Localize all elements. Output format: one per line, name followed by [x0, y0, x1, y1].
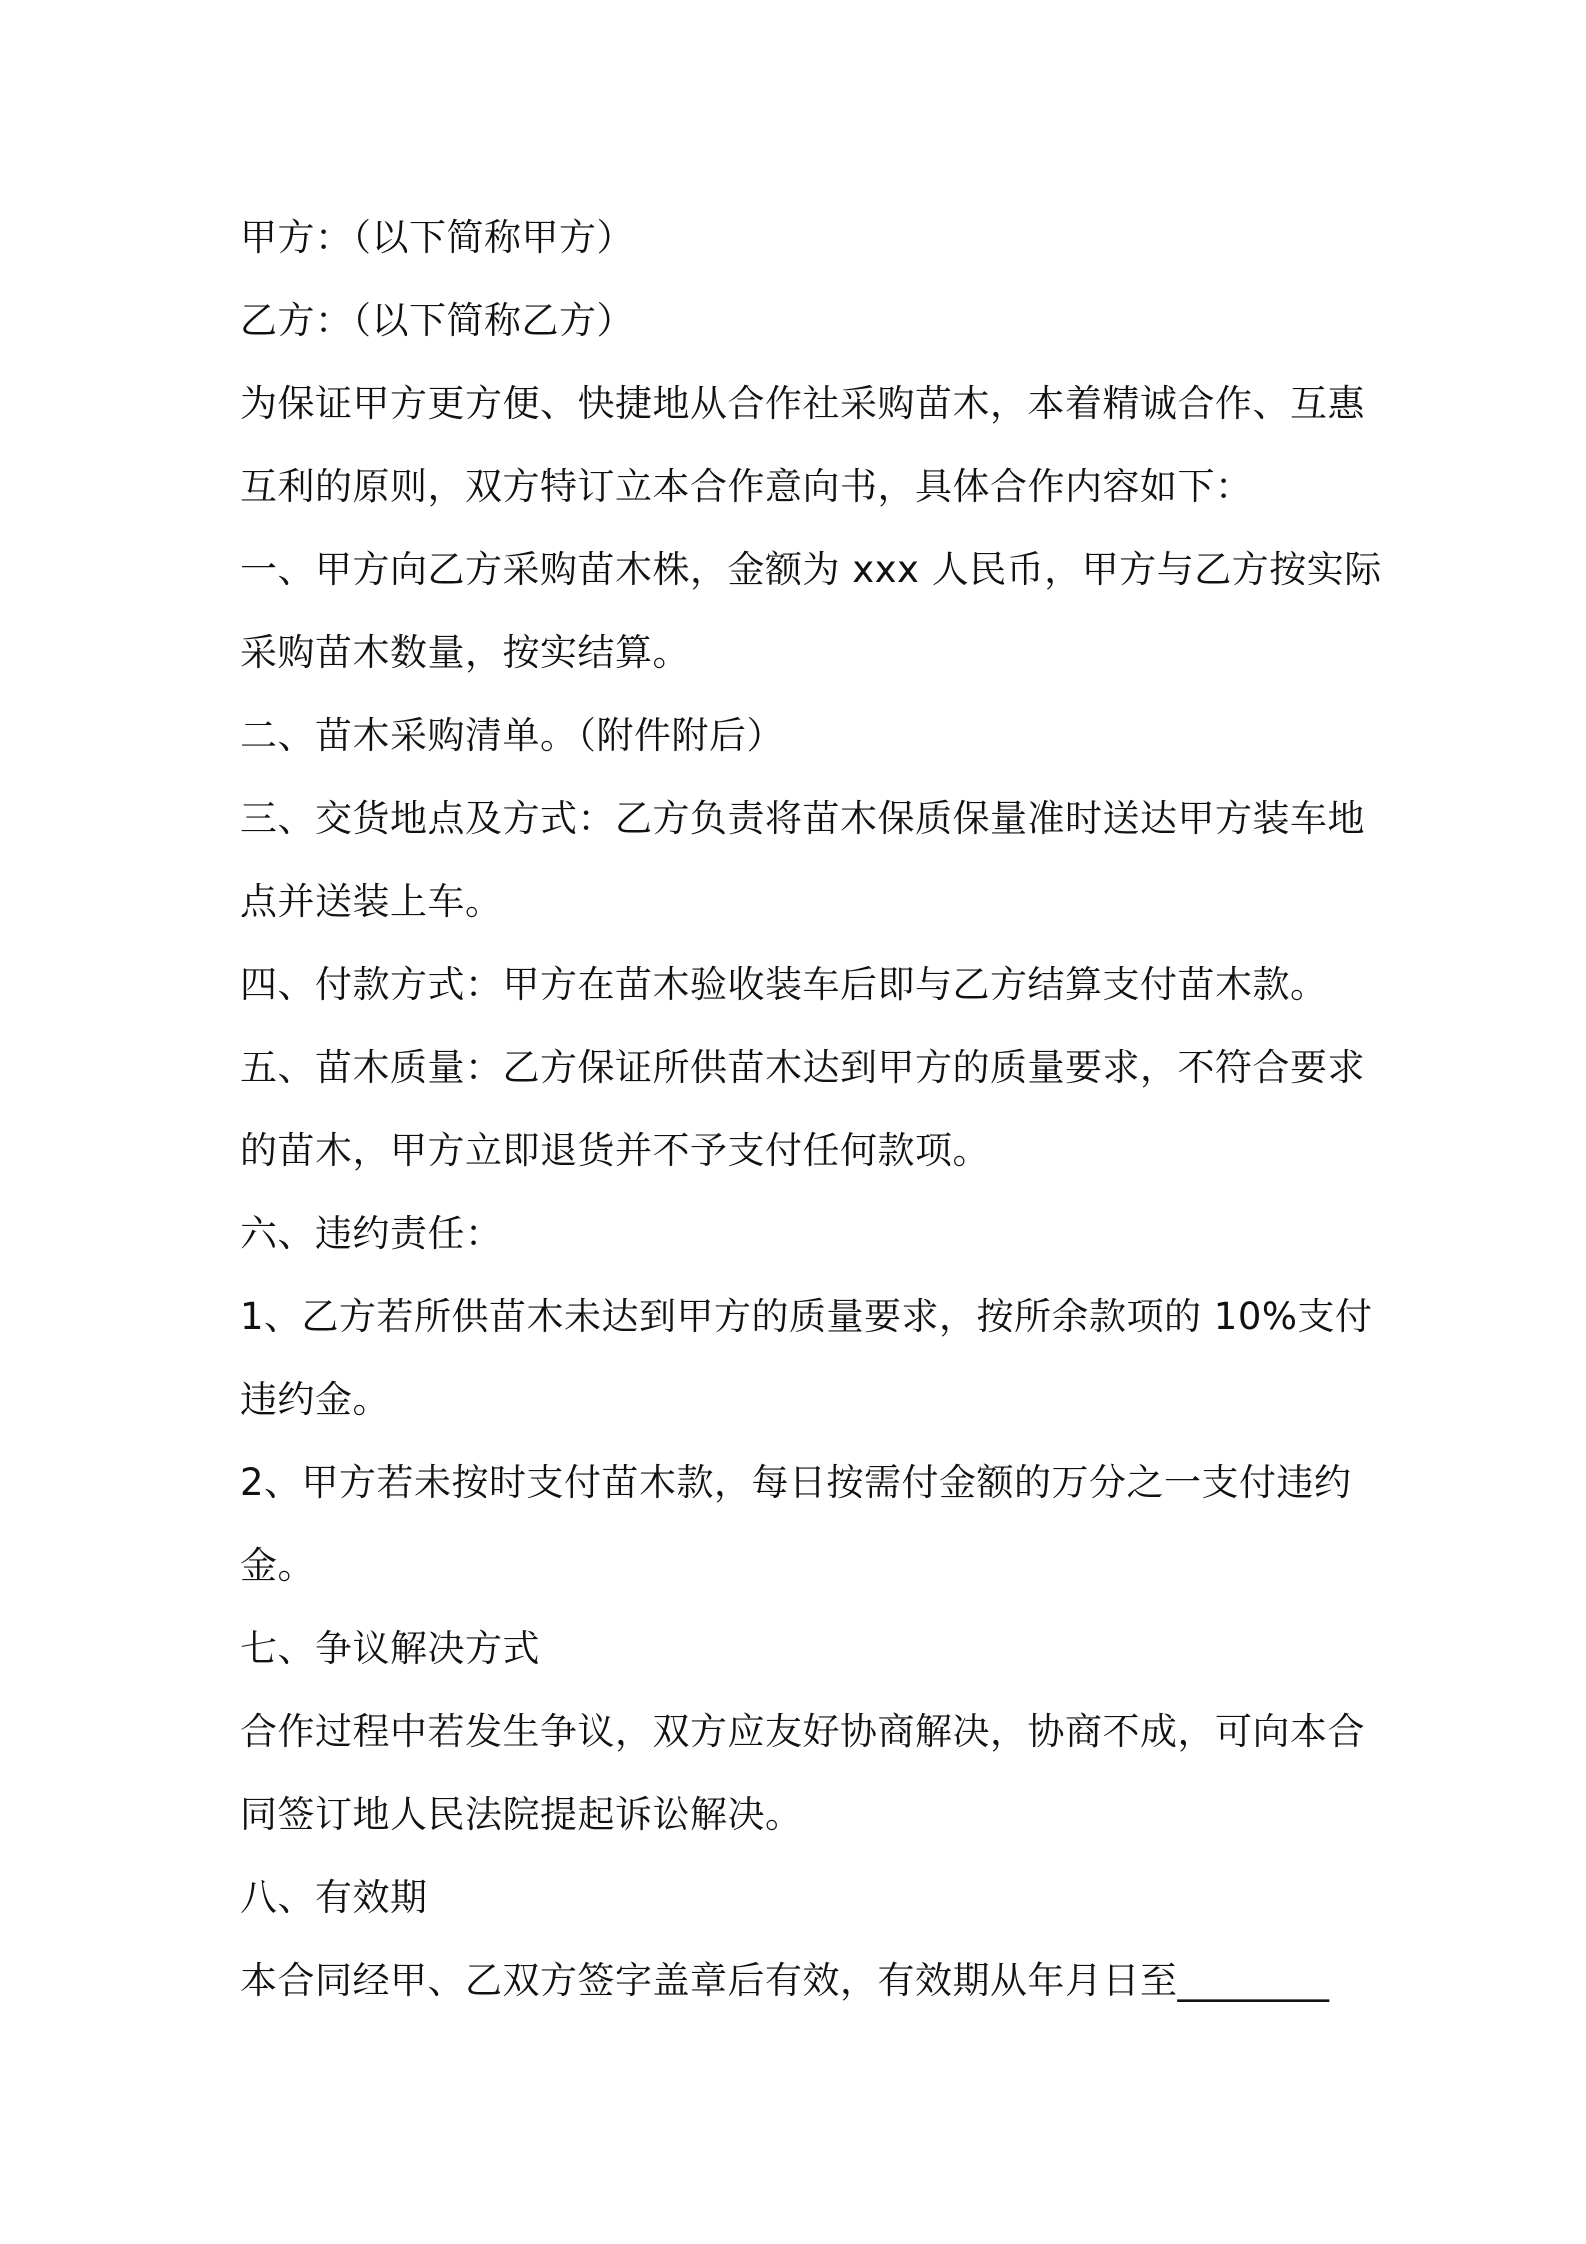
party-b-line: 乙方：（以下简称乙方） — [240, 299, 634, 342]
clause-6-item-2-line-1: 2、甲方若未按时支付苗木款，每日按需付金额的万分之一支付违约 — [240, 1461, 1352, 1504]
clause-1-line-1: 一、甲方向乙方采购苗木株，金额为 xxx 人民币，甲方与乙方按实际 — [240, 548, 1382, 591]
clause-6-heading: 六、违约责任： — [240, 1212, 503, 1255]
intro-line-1: 为保证甲方更方便、快捷地从合作社采购苗木，本着精诚合作、互惠 — [240, 382, 1365, 425]
party-a-line: 甲方：（以下简称甲方） — [240, 216, 634, 259]
clause-4-line: 四、付款方式：甲方在苗木验收装车后即与乙方结算支付苗木款。 — [240, 963, 1328, 1006]
clause-5-line-2: 的苗木，甲方立即退货并不予支付任何款项。 — [240, 1129, 990, 1172]
clause-6-item-1-line-2: 违约金。 — [240, 1378, 390, 1421]
clause-6-item-1-line-1: 1、乙方若所供苗木未达到甲方的质量要求，按所余款项的 10%支付 — [240, 1295, 1373, 1338]
clause-3-line-2: 点并送装上车。 — [240, 880, 503, 923]
clause-1-line-2: 采购苗木数量，按实结算。 — [240, 631, 690, 674]
clause-5-line-1: 五、苗木质量：乙方保证所供苗木达到甲方的质量要求，不符合要求 — [240, 1046, 1365, 1089]
clause-7-line-2: 同签订地人民法院提起诉讼解决。 — [240, 1793, 803, 1836]
clause-7-line-1: 合作过程中若发生争议，双方应友好协商解决，协商不成，可向本合 — [240, 1710, 1365, 1753]
clause-2-line: 二、苗木采购清单。（附件附后） — [240, 714, 784, 757]
clause-8-line: 本合同经甲、乙双方签字盖章后有效，有效期从年月日至________ — [240, 1959, 1330, 2002]
document-body — [240, 196, 1382, 2022]
clause-8-heading: 八、有效期 — [240, 1876, 428, 1919]
intro-line-2: 互利的原则，双方特订立本合作意向书，具体合作内容如下： — [240, 465, 1253, 508]
clause-6-item-2-line-2: 金。 — [240, 1544, 315, 1587]
clause-3-line-1: 三、交货地点及方式：乙方负责将苗木保质保量准时送达甲方装车地 — [240, 797, 1365, 840]
clause-7-heading: 七、争议解决方式 — [240, 1627, 540, 1670]
